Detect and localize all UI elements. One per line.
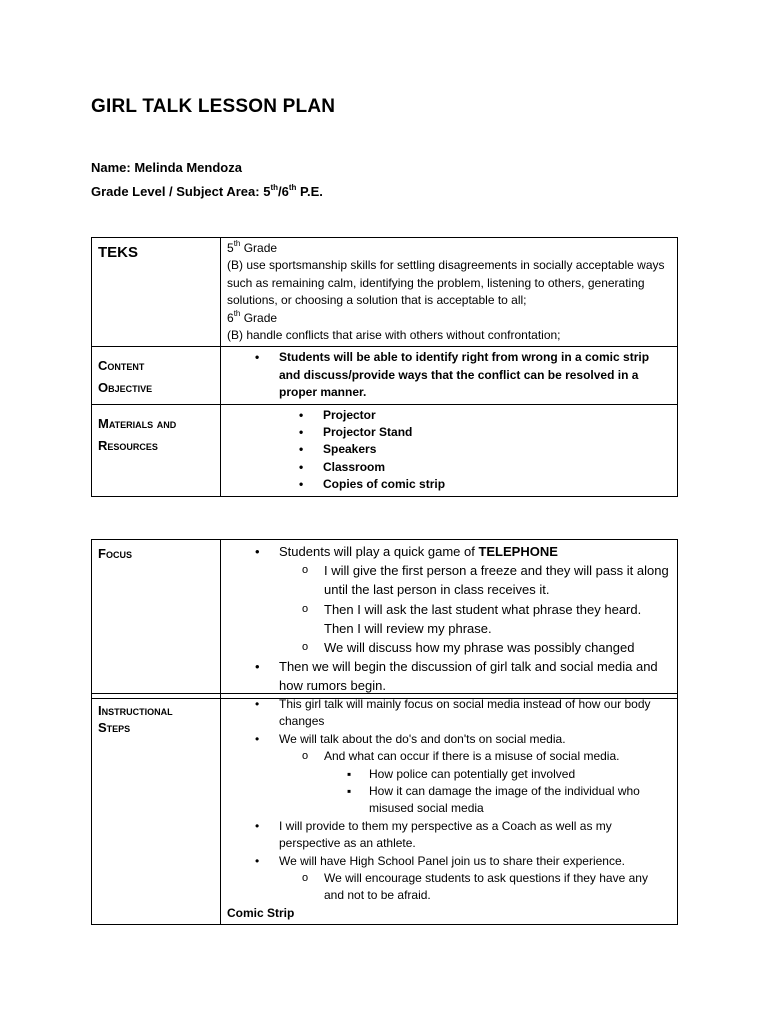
material-item: • Projector <box>227 407 671 424</box>
grade5-heading <box>227 240 671 257</box>
content-objective-content <box>221 347 678 404</box>
materials-label-1: Materials and <box>98 415 177 431</box>
instr-sub-1: o And what can occur if there is a misuse of social media. <box>227 748 671 765</box>
grade5-sup: th <box>233 239 241 248</box>
materials-row <box>92 404 678 496</box>
materials-content <box>221 404 678 496</box>
focus-bullet-1-text: Students will play a quick game of <box>279 544 479 559</box>
content-objective-row <box>92 347 678 404</box>
grade-suffix: P.E. <box>296 184 323 199</box>
focus-sub-1: o I will give the first person a freeze and they will pass it along until the last person in class receives it. <box>227 561 671 599</box>
instr-subsub-2: ▪ How it can damage the image of the individual who misused social media <box>227 783 671 818</box>
instructional-row <box>92 694 678 925</box>
instr-bullet-4: • We will have High School Panel join us to share their experience. <box>227 853 671 870</box>
material-item: • Classroom <box>227 459 671 476</box>
content-objective-label-2: Objective <box>98 380 153 396</box>
focus-bullet-1 <box>227 542 671 561</box>
instr-subsub-1: ▪ How police can potentially get involved <box>227 766 671 783</box>
teks-row <box>92 238 678 347</box>
focus-content <box>221 540 678 699</box>
teks-label: TEKS <box>98 244 139 261</box>
focus-telephone: TELEPHONE <box>478 544 558 559</box>
grade6-sup: th <box>233 308 241 318</box>
instr-bullet-2: • We will talk about the do's and don'ts on social media. <box>227 731 671 748</box>
grade-sup-2: th <box>288 183 297 192</box>
page-title: GIRL TALK LESSON PLAN <box>91 96 336 117</box>
grade6-heading <box>227 310 671 327</box>
instructional-label-2: Steps <box>98 720 131 736</box>
content-objective-label-1: Content <box>98 358 145 374</box>
grade-sup-1: th <box>270 183 278 192</box>
grade6-word: Grade <box>240 310 278 325</box>
teks-label-cell <box>92 238 221 347</box>
instr-bullet-3: • I will provide to them my perspective as a Coach as well as my perspective as an athlete. <box>227 818 671 853</box>
grade-level <box>91 184 323 199</box>
material-item: • Copies of comic strip <box>227 476 671 493</box>
teks-content <box>221 238 678 347</box>
focus-bullet-2: • Then we will begin the discussion of girl talk and social media and how rumors begin. <box>227 657 671 695</box>
grade5-word: Grade <box>240 241 278 255</box>
standards-table <box>91 237 678 497</box>
instructional-label <box>92 694 221 925</box>
grade5-num: 5 <box>227 241 234 255</box>
instr-sub-2: o We will encourage students to ask questions if they have any and not to be afraid. <box>227 870 671 905</box>
teacher-name: Name: Melinda Mendoza <box>91 160 242 175</box>
grade6-text: (B) handle conflicts that arise with others without confrontation; <box>227 328 561 343</box>
focus-row <box>92 540 678 699</box>
grade-prefix: Grade Level / Subject Area: 5 <box>91 184 271 199</box>
procedure-table <box>91 539 678 699</box>
grade5-text: (B) use sportsmanship skills for settling disagreements in socially acceptable ways such as remaining calm, identifying the problem, listening to others, generating solutions, or choosing a solution that is acceptable to all; <box>227 258 665 308</box>
focus-sub-3: o We will discuss how my phrase was possibly changed <box>227 638 671 657</box>
material-item: • Speakers <box>227 441 671 458</box>
grade-mid: /6 <box>278 184 289 199</box>
instructional-table <box>91 693 678 925</box>
materials-label-2: Resources <box>98 437 158 453</box>
material-item: • Projector Stand <box>227 424 671 441</box>
grade6-num: 6 <box>227 310 234 325</box>
comic-strip-label: Comic Strip <box>227 905 295 920</box>
content-objective-label <box>92 347 221 404</box>
materials-label <box>92 404 221 496</box>
instructional-content <box>221 694 678 925</box>
instr-bullet-1: • This girl talk will mainly focus on social media instead of how our body changes <box>227 696 671 731</box>
focus-sub-2: o Then I will ask the last student what phrase they heard. Then I will review my phrase. <box>227 600 671 638</box>
focus-label: Focus <box>92 540 221 699</box>
content-objective-bullet: • Students will be able to identify right from wrong in a comic strip and discuss/provide ways that the conflict can be resolved in a proper manner. <box>227 349 671 401</box>
instructional-label-1: Instructional <box>98 703 173 718</box>
